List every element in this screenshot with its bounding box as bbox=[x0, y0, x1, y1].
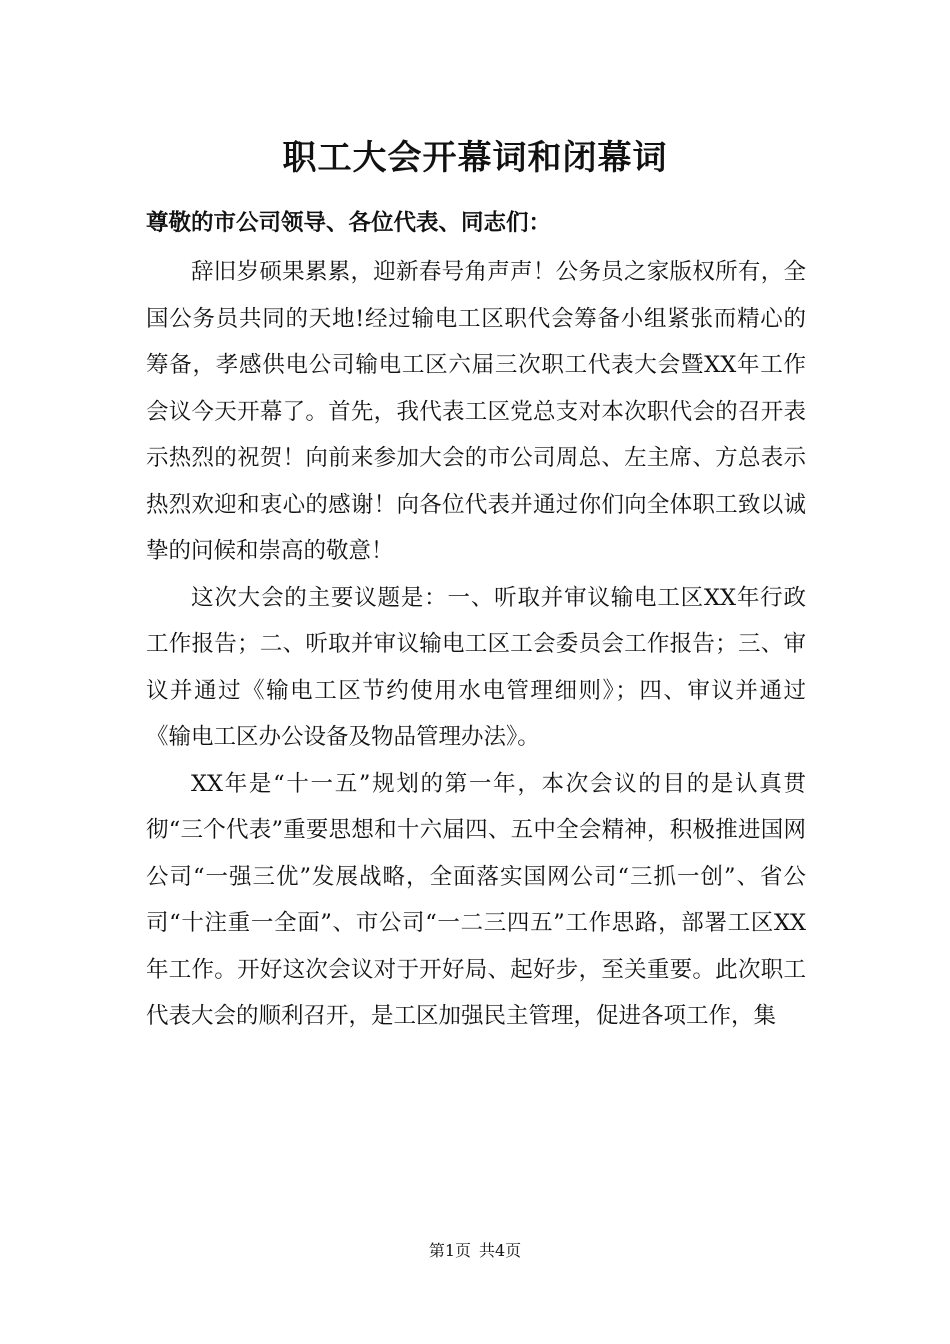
paragraph: 辞旧岁硕果累累，迎新春号角声声！公务员之家版权所有，全国公务员共同的天地!经过输电工区职代会筹备小组紧张而精心的筹备，孝感供电公司输电工区六届三次职工代表大会暨XX年工作会议今天开幕了。首先，我代表工区党总支对本次职代会的召开表示热烈的祝贺！向前来参加大会的市公司周总、左主席、方总表示热烈欢迎和衷心的感谢！向各位代表并通过你们向全体职工致以诚挚的问候和崇高的敬意！ bbox=[146, 259, 806, 564]
paragraph: XX年是“十一五”规划的第一年，本次会议的目的是认真贯彻“三个代表”重要思想和十六届四、五中全会精神，积极推进国网公司“一强三优”发展战略，全面落实国网公司“三抓一创”、省公司“十注重一全面”、市公司“一二三四五”工作思路，部署工区XX年工作。开好这次会议对于开好局、起好步，至关重要。此次职工代表大会的顺利召开，是工区加强民主管理，促进各项工作，集 bbox=[146, 770, 806, 1029]
paragraph: 这次大会的主要议题是：一、听取并审议输电工区XX年行政工作报告；二、听取并审议输电工区工会委员会工作报告；三、审议并通过《输电工区节约使用水电管理细则》；四、审议并通过《输电工区办公设备及物品管理办法》。 bbox=[146, 584, 806, 750]
document-body bbox=[146, 249, 806, 1040]
document-title: 职工大会开幕词和闭幕词 bbox=[282, 138, 668, 178]
page-number: 第1页 bbox=[428, 1241, 471, 1260]
page-total: 共4页 bbox=[479, 1241, 522, 1260]
salutation: 尊敬的市公司领导、各位代表、同志们： bbox=[146, 210, 552, 236]
page-footer bbox=[0, 1238, 950, 1264]
